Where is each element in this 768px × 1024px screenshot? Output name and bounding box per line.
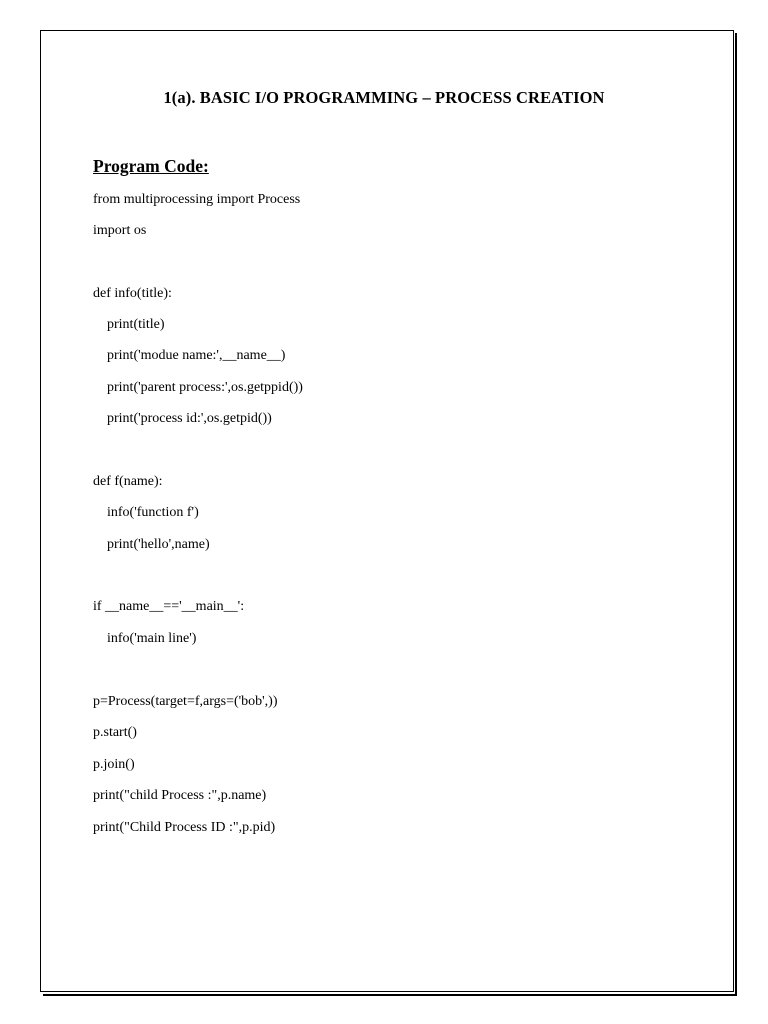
code-line: print("child Process :",p.name) — [93, 788, 267, 803]
code-line: import os — [93, 223, 147, 238]
code-line: print('parent process:',os.getppid()) — [93, 380, 303, 395]
code-line: def f(name): — [93, 474, 163, 489]
code-line: from multiprocessing import Process — [93, 192, 301, 207]
page-border-shadow-bottom — [43, 994, 736, 996]
code-line: print('modue name:',__name__) — [93, 348, 286, 363]
code-line: print(title) — [93, 317, 165, 332]
code-line: p.start() — [93, 725, 137, 740]
code-line: info('function f') — [93, 505, 199, 520]
code-line: info('main line') — [93, 631, 197, 646]
code-line: print('hello',name) — [93, 537, 210, 552]
page-heading: 1(a). BASIC I/O PROGRAMMING – PROCESS CREATION — [163, 88, 605, 107]
page-border-shadow-right — [735, 33, 737, 996]
code-line: p=Process(target=f,args=('bob',)) — [93, 694, 278, 709]
code-line: p.join() — [93, 757, 135, 772]
code-line: print('process id:',os.getpid()) — [93, 411, 272, 426]
code-line: if __name__=='__main__': — [93, 599, 245, 614]
code-line: def info(title): — [93, 286, 172, 301]
section-title-program-code: Program Code: — [93, 156, 209, 176]
code-line: print("Child Process ID :",p.pid) — [93, 820, 276, 835]
